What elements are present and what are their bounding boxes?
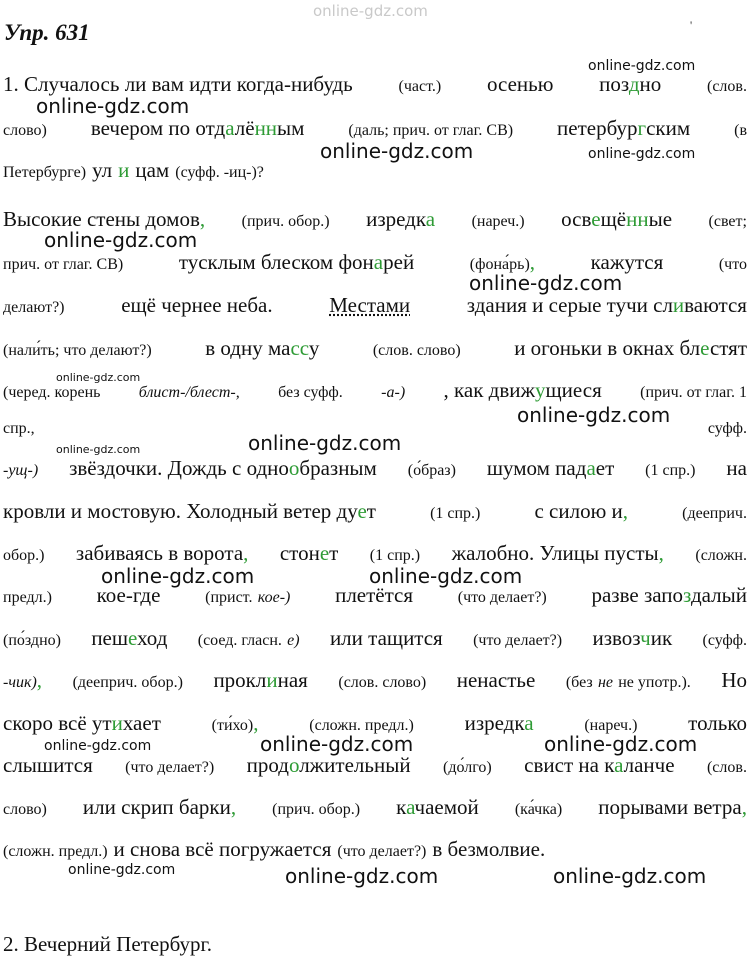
- highlight-letter: а: [373, 250, 384, 274]
- watermark: online-gdz.com: [553, 864, 707, 888]
- watermark: online-gdz.com: [320, 139, 474, 163]
- highlight-punct: ,: [199, 207, 206, 231]
- text-run: здания и серые тучи сл: [466, 293, 673, 317]
- text-run: изредк: [366, 207, 426, 231]
- text-run: стят: [709, 336, 747, 360]
- tick-mark: ': [690, 18, 693, 32]
- text-run: разве запо: [591, 583, 684, 607]
- grammar-note: (дееприч. обор.): [72, 674, 183, 691]
- text-run: осенью: [486, 72, 554, 96]
- grammar-note: (соед. гласн.: [197, 632, 282, 649]
- grammar-note: (без: [565, 674, 593, 691]
- grammar-note: спр.,: [3, 420, 35, 437]
- grammar-note: (в: [734, 122, 747, 139]
- highlight-punct: ,: [741, 795, 747, 819]
- highlight-punct: ,: [529, 250, 536, 274]
- grammar-note: блист-/блест-,: [138, 384, 240, 401]
- text-run: ход: [137, 626, 168, 650]
- grammar-note: (сложн. предл.): [309, 717, 414, 734]
- highlight-letter: нн: [626, 207, 649, 231]
- text-run: ет: [595, 456, 615, 480]
- text-run: на: [726, 456, 747, 480]
- highlight-punct: ,: [658, 541, 664, 565]
- text-run: ная: [277, 668, 308, 692]
- text-run: тусклым блеском фон: [178, 250, 374, 274]
- text-run: ые: [648, 207, 673, 231]
- text-run: стон: [279, 541, 320, 565]
- text-line-18: [3, 795, 747, 820]
- grammar-note: (1 спр.): [645, 462, 696, 479]
- grammar-note: (что делает?): [125, 759, 215, 776]
- watermark: online-gdz.com: [588, 58, 696, 74]
- highlight-letter: и: [111, 711, 123, 735]
- text-run: и огоньки в окнах бл: [514, 336, 701, 360]
- highlight-punct: ,: [230, 795, 237, 819]
- text-run: забиваясь в ворота: [75, 541, 244, 565]
- watermark: online-gdz.com: [544, 732, 698, 756]
- grammar-note: (прич. обор.): [241, 213, 330, 230]
- highlight-letter: е: [319, 541, 330, 565]
- text-run: петербур: [557, 116, 638, 140]
- grammar-note: -чик): [3, 674, 37, 691]
- text-run: ским: [646, 116, 691, 140]
- watermark: online-gdz.com: [56, 443, 141, 456]
- grammar-note: (прич. обор.): [272, 801, 361, 818]
- highlight-letter: у: [535, 378, 546, 402]
- text-run: и снова всё погружается: [113, 837, 332, 861]
- text-run: жалобно. Улицы пусты: [451, 541, 659, 565]
- highlight-letter: а: [586, 456, 596, 480]
- site-watermark-top: online-gdz.com: [313, 2, 428, 20]
- text-run: ул: [92, 158, 113, 182]
- text-run: ланче: [623, 753, 675, 777]
- text-run: щё: [600, 207, 627, 231]
- text-run: ым: [277, 116, 305, 140]
- grammar-note: (ка́чка): [514, 801, 563, 818]
- text-run: ваются: [684, 293, 747, 317]
- text-run: 1. Случалось ли вам идти когда-нибудь: [3, 72, 353, 96]
- highlight-letter: и: [672, 293, 685, 317]
- text-run: Высокие стены домов: [3, 207, 200, 231]
- text-line-10: [3, 456, 747, 481]
- watermark: online-gdz.com: [285, 864, 439, 888]
- text-run: только: [688, 711, 747, 735]
- grammar-note: без суфф.: [278, 384, 343, 401]
- text-run: кажутся: [590, 250, 664, 274]
- highlight-letter: е: [591, 207, 601, 231]
- highlight-letter: ч: [640, 626, 651, 650]
- text-run: т: [366, 499, 376, 523]
- text-run: звёздочки. Дождь с одно: [69, 456, 289, 480]
- watermark: online-gdz.com: [44, 738, 152, 754]
- grammar-note: не: [597, 674, 613, 691]
- text-run: слышится: [3, 753, 93, 777]
- grammar-note: (слов. слово): [338, 674, 427, 691]
- text-run: лё: [234, 116, 255, 140]
- grammar-note: (прич. от глаг. 1: [640, 384, 747, 401]
- text-run: порывами ветра: [598, 795, 742, 819]
- text-run: ненастье: [456, 668, 536, 692]
- text-run: с силою и: [534, 499, 623, 523]
- watermark: online-gdz.com: [101, 564, 255, 588]
- grammar-note: е): [287, 632, 300, 649]
- grammar-note: (по́здно): [3, 632, 61, 649]
- grammar-note: (слов.: [707, 78, 747, 95]
- highlight-punct: ,: [253, 711, 259, 735]
- grammar-note: (о́браз): [407, 462, 456, 479]
- grammar-note: (черед. корень: [3, 384, 101, 401]
- text-run: лжительный: [299, 753, 411, 777]
- text-run: осв: [561, 207, 592, 231]
- grammar-note: -ущ-): [3, 462, 39, 479]
- text-run: к: [396, 795, 407, 819]
- text-run: т: [329, 541, 339, 565]
- text-run: в безмолвие.: [432, 837, 546, 861]
- text-line-14: [3, 626, 747, 651]
- grammar-note: обор.): [3, 547, 45, 564]
- text-run: или скрип барки: [82, 795, 231, 819]
- text-run: щиеся: [545, 378, 602, 402]
- text-run: ещё чернее неба.: [121, 293, 273, 317]
- text-run: свист на к: [524, 753, 615, 777]
- text-line-11: [3, 499, 747, 524]
- grammar-note: (нареч.): [584, 717, 638, 734]
- highlight-punct: ,: [36, 668, 43, 692]
- grammar-note: (прист.: [205, 589, 253, 606]
- underlined-word: Местами: [329, 293, 411, 317]
- text-line-19: [3, 837, 747, 862]
- grammar-note: прич. от глаг. СВ): [3, 256, 124, 273]
- text-run: прод: [246, 753, 289, 777]
- grammar-note: (что делает?): [473, 632, 563, 649]
- exercise-title: Упр. 631: [4, 20, 90, 45]
- watermark: online-gdz.com: [68, 862, 176, 878]
- highlight-letter: нн: [254, 116, 278, 140]
- text-run: пеш: [91, 626, 129, 650]
- text-run: в одну ма: [205, 336, 291, 360]
- text-run: извоз: [592, 626, 641, 650]
- text-line-6: [3, 293, 747, 318]
- highlight-letter: а: [225, 116, 235, 140]
- highlight-letter: е: [357, 499, 367, 523]
- highlight-punct: ,: [622, 499, 629, 523]
- grammar-note: (дееприч.: [682, 505, 747, 522]
- grammar-note: кое-): [257, 589, 291, 606]
- text-line-2: [3, 116, 747, 141]
- grammar-note: (1 спр.): [369, 547, 421, 564]
- grammar-note: (нареч.): [471, 213, 525, 230]
- text-run: бразным: [299, 456, 377, 480]
- text-line-17: [3, 753, 747, 778]
- text-run: прокл: [213, 668, 267, 692]
- grammar-note: (част.): [398, 78, 442, 95]
- highlight-letter: о: [288, 456, 300, 480]
- text-line-7: [3, 336, 747, 361]
- text-run: шумом пад: [486, 456, 587, 480]
- text-line-5: [3, 250, 747, 275]
- text-run: скоро всё ут: [3, 711, 112, 735]
- text-run: кое-где: [96, 583, 161, 607]
- text-run: у: [308, 336, 320, 360]
- text-run: изредк: [464, 711, 525, 735]
- text-line-12: [3, 541, 747, 566]
- text-run: или тащится: [329, 626, 443, 650]
- grammar-note: слово): [3, 122, 47, 139]
- highlight-letter: и: [266, 668, 278, 692]
- watermark: online-gdz.com: [36, 94, 190, 118]
- grammar-note: (до́лго): [443, 759, 492, 776]
- highlight-letter: а: [614, 753, 624, 777]
- text-run: хает: [122, 711, 161, 735]
- highlight-letter: е: [700, 336, 710, 360]
- highlight-letter: д: [628, 72, 640, 96]
- text-run: , как движ: [443, 378, 536, 402]
- grammar-note: (свет;: [708, 213, 747, 230]
- watermark: online-gdz.com: [260, 732, 414, 756]
- grammar-note: (слов. слово): [372, 342, 461, 359]
- grammar-note: (ти́хо): [211, 717, 254, 734]
- grammar-note: (сложн.: [695, 547, 747, 564]
- watermark: online-gdz.com: [517, 403, 671, 427]
- highlight-letter: сс: [290, 336, 309, 360]
- watermark: online-gdz.com: [44, 228, 198, 252]
- grammar-note: (даль; прич. от глаг. СВ): [348, 122, 514, 139]
- grammar-note: (суфф. -иц-)?: [175, 164, 264, 181]
- text-run: плетётся: [335, 583, 414, 607]
- watermark: online-gdz.com: [56, 371, 141, 384]
- highlight-letter: о: [288, 753, 300, 777]
- grammar-note: предл.): [3, 589, 52, 606]
- highlight-letter: и: [118, 158, 130, 182]
- text-run: но: [639, 72, 662, 96]
- grammar-note: суфф.: [707, 420, 747, 437]
- text-run: 2. Вечерний Петербург.: [3, 932, 213, 956]
- grammar-note: Петербурге): [3, 164, 87, 181]
- highlight-letter: з: [683, 583, 691, 607]
- grammar-note: -а-): [381, 384, 406, 401]
- highlight-letter: а: [406, 795, 415, 819]
- text-run: цам: [135, 158, 170, 182]
- text-run: ик: [650, 626, 673, 650]
- watermark: online-gdz.com: [588, 146, 696, 162]
- grammar-note: слово): [3, 801, 47, 818]
- grammar-note: (что делает?): [457, 589, 547, 606]
- highlight-punct: ,: [243, 541, 249, 565]
- text-line-20: [3, 932, 747, 957]
- grammar-note: (что: [718, 256, 747, 273]
- text-run: кровли и мостовую. Холодный ветер ду: [3, 499, 358, 523]
- watermark: online-gdz.com: [369, 564, 523, 588]
- text-run: рей: [383, 250, 415, 274]
- text-run: далый: [690, 583, 747, 607]
- text-run: вечером по отд: [90, 116, 226, 140]
- text-run: Но: [721, 668, 747, 692]
- grammar-note: (сложн. предл.): [3, 843, 108, 860]
- watermark: online-gdz.com: [469, 271, 623, 295]
- text-run: чаемой: [414, 795, 479, 819]
- grammar-note: (слов.: [706, 759, 747, 776]
- grammar-note: (что делает?): [337, 843, 427, 860]
- text-run: поз: [599, 72, 629, 96]
- grammar-note: (нали́ть; что делают?): [3, 342, 152, 359]
- grammar-note: (1 спр.): [430, 505, 481, 522]
- watermark: online-gdz.com: [248, 431, 402, 455]
- grammar-note: (суфф.: [702, 632, 747, 649]
- grammar-note: делают?): [3, 299, 65, 316]
- grammar-note: (фона́рь): [469, 256, 530, 273]
- highlight-letter: е: [128, 626, 138, 650]
- highlight-letter: а: [425, 207, 436, 231]
- highlight-letter: г: [637, 116, 647, 140]
- grammar-note: не употр.).: [618, 674, 691, 691]
- text-line-15: [3, 668, 747, 693]
- highlight-letter: а: [524, 711, 534, 735]
